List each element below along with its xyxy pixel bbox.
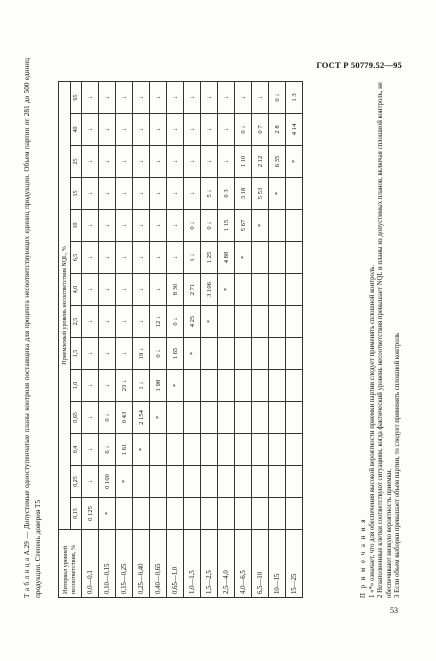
plan-cell: ↓ <box>82 466 99 498</box>
plan-cell: ↓ <box>99 210 116 242</box>
interval-label: 0,40—0,65 <box>150 530 167 598</box>
plan-cell <box>235 434 252 466</box>
plan-cell <box>252 274 269 306</box>
plan-cell <box>269 274 286 306</box>
nql-column-header: 0,65 <box>71 402 82 434</box>
interval-label: 1,5—2,5 <box>201 530 218 598</box>
plan-cell <box>235 370 252 402</box>
notes-title: П р и м е ч а н и я <box>360 518 367 598</box>
plan-cell: ↓ <box>116 242 133 274</box>
plan-cell: ↓ <box>167 146 184 178</box>
plan-cell: ↓ <box>116 146 133 178</box>
interval-label: 10—15 <box>269 530 286 598</box>
page-number: 53 <box>390 606 398 615</box>
plan-cell: ↓ <box>218 114 235 146</box>
nql-column-header: 2,5 <box>71 306 82 338</box>
plan-cell <box>286 306 303 338</box>
plan-cell: ↓ <box>150 274 167 306</box>
interval-label: 15—25 <box>286 530 303 598</box>
table-caption: Т а б л и ц а А.29 — Допустимые одноступенчатые планы контроля поставщика для процента несоответствующих единиц продукции. Объем партии от 281 до 500 единиц продукции. Степень доверия Т5 <box>23 58 42 598</box>
plan-cell <box>252 370 269 402</box>
plan-cell: ↓ <box>99 114 116 146</box>
nql-column-header: 0,15 <box>71 498 82 530</box>
plan-cell: ↓ <box>201 82 218 114</box>
plan-cell: ↓ <box>82 370 99 402</box>
plan-cell: ↓ <box>82 338 99 370</box>
plan-cell: ↓ <box>116 210 133 242</box>
plan-cell <box>235 498 252 530</box>
plan-cell <box>150 466 167 498</box>
plan-cell: ↓ <box>167 210 184 242</box>
plan-cell <box>201 402 218 434</box>
plan-cell: ↓ <box>133 178 150 210</box>
plan-cell <box>252 338 269 370</box>
plan-cell: 0 7 <box>252 114 269 146</box>
plan-cell: 0 ↓ <box>184 210 201 242</box>
plan-cell <box>116 498 133 530</box>
plan-cell: 0 100 <box>99 466 116 498</box>
plan-cell <box>286 274 303 306</box>
plan-cell: 1 65 <box>167 338 184 370</box>
plan-cell: 1 ↓ <box>184 242 201 274</box>
nql-column-header: 0,25 <box>71 466 82 498</box>
plan-cell <box>286 210 303 242</box>
plan-cell: ↓ <box>82 114 99 146</box>
interval-label: 1,0—1,5 <box>184 530 201 598</box>
plan-cell: ↓ <box>99 178 116 210</box>
plan-cell: 5 67 <box>235 210 252 242</box>
plan-cell <box>218 466 235 498</box>
plan-cell: 23 ↓ <box>116 370 133 402</box>
plan-cell: 1 25 <box>201 242 218 274</box>
plan-cell: ↓ <box>235 82 252 114</box>
interval-label: 6,5—10 <box>252 530 269 598</box>
plan-cell: 3 18 <box>235 178 252 210</box>
notes-block <box>360 58 403 598</box>
plan-cell: 2 12 <box>252 146 269 178</box>
plan-cell: ↓ <box>150 146 167 178</box>
plan-cell: ↓ <box>201 114 218 146</box>
plan-cell: * <box>99 498 116 530</box>
plan-cell: 0 3 <box>218 178 235 210</box>
interval-label: 4,0—6,5 <box>235 530 252 598</box>
plan-cell: ↓ <box>133 82 150 114</box>
plan-cell: ↓ <box>116 274 133 306</box>
table-row <box>218 82 235 598</box>
plan-cell: ↓ <box>167 114 184 146</box>
plan-cell: 1 3 <box>286 82 303 114</box>
sampling-plans-table <box>58 81 303 598</box>
plan-cell <box>133 498 150 530</box>
plan-cell: ↓ <box>133 274 150 306</box>
plan-cell <box>201 498 218 530</box>
table-row <box>269 82 286 598</box>
nql-column-header: 25 <box>71 146 82 178</box>
plan-cell: 4 25 <box>184 306 201 338</box>
note-1: 1 «*» означает, что для обеспечения высокой вероятности приемки партии следует применять сплошной контроль. <box>368 264 376 598</box>
plan-cell <box>201 466 218 498</box>
plan-cell: ↓ <box>167 178 184 210</box>
plan-cell: ↓ <box>82 402 99 434</box>
plan-cell <box>286 498 303 530</box>
plan-cell: ↓ <box>82 210 99 242</box>
plan-cell <box>150 498 167 530</box>
standard-header: ГОСТ Р 50779.52—95 <box>316 60 402 70</box>
table-row <box>167 82 184 598</box>
plan-cell <box>252 466 269 498</box>
plan-cell: ↓ <box>150 114 167 146</box>
nql-column-header: 40 <box>71 114 82 146</box>
plan-cell: 5 53 <box>252 178 269 210</box>
plan-cell <box>167 434 184 466</box>
plan-cell: ↓ <box>150 82 167 114</box>
plan-cell <box>218 306 235 338</box>
plan-cell: 1 61 <box>116 434 133 466</box>
plan-cell <box>286 434 303 466</box>
plan-cell <box>235 306 252 338</box>
plan-cell: ↓ <box>133 210 150 242</box>
plan-cell <box>235 274 252 306</box>
plan-cell: ↓ <box>116 178 133 210</box>
plan-cell: ↓ <box>150 210 167 242</box>
plan-cell: ↓ <box>252 82 269 114</box>
interval-label: 0,25—0,40 <box>133 530 150 598</box>
plan-cell <box>286 466 303 498</box>
plan-cell <box>252 242 269 274</box>
plan-cell: 12 ↓ <box>150 306 167 338</box>
plan-cell: ↓ <box>133 242 150 274</box>
table-row <box>116 82 133 598</box>
plan-cell: ↓ <box>184 82 201 114</box>
plan-cell: 6 35 <box>269 146 286 178</box>
plan-cell: ↓ <box>150 242 167 274</box>
plan-cell: ↓ <box>133 146 150 178</box>
plan-cell <box>184 466 201 498</box>
plan-cell <box>252 434 269 466</box>
plan-cell: * <box>269 178 286 210</box>
interval-label: 0,65—1,0 <box>167 530 184 598</box>
plan-cell: ↓ <box>218 82 235 114</box>
plan-cell: ↓ <box>133 114 150 146</box>
plan-cell: * <box>150 402 167 434</box>
row-header: Интервал уровней несоответствия, % <box>59 530 82 598</box>
plan-cell: 0 125 <box>82 498 99 530</box>
plan-cell: ↓ <box>116 306 133 338</box>
plan-cell: * <box>286 146 303 178</box>
plan-cell: ↓ <box>218 146 235 178</box>
plan-cell <box>201 434 218 466</box>
plan-cell: ↓ <box>184 114 201 146</box>
plan-cell <box>269 306 286 338</box>
plan-cell <box>184 370 201 402</box>
plan-cell: ↓ <box>99 338 116 370</box>
plan-cell: 0 ↓ <box>150 338 167 370</box>
plan-cell: ↓ <box>116 82 133 114</box>
plan-cell: ↓ <box>99 306 116 338</box>
plan-cell <box>252 498 269 530</box>
plan-cell: ↓ <box>201 146 218 178</box>
plan-cell: * <box>252 210 269 242</box>
plan-cell: ↓ <box>99 370 116 402</box>
plan-cell: ↓ <box>116 114 133 146</box>
plan-cell: 6 ↓ <box>99 434 116 466</box>
plan-cell: * <box>133 434 150 466</box>
plan-cell: * <box>201 306 218 338</box>
nql-column-header: 1,5 <box>71 338 82 370</box>
plan-cell: ↓ <box>82 82 99 114</box>
plan-cell <box>235 402 252 434</box>
plan-cell: ↓ <box>82 242 99 274</box>
plan-cell <box>201 370 218 402</box>
table-row <box>252 82 269 598</box>
table-row <box>286 82 303 598</box>
plan-cell <box>167 498 184 530</box>
plan-cell <box>252 306 269 338</box>
plan-cell <box>150 434 167 466</box>
plan-cell <box>184 434 201 466</box>
table-row <box>133 82 150 598</box>
plan-cell: ↓ <box>184 178 201 210</box>
interval-label: 0,15—0,25 <box>116 530 133 598</box>
nql-column-header: 0,4 <box>71 434 82 466</box>
plan-cell <box>269 338 286 370</box>
plan-cell <box>269 434 286 466</box>
plan-cell <box>184 402 201 434</box>
plan-cell: ↓ <box>82 434 99 466</box>
plan-cell <box>269 210 286 242</box>
plan-cell: 4 14 <box>286 114 303 146</box>
plan-cell: 0 ↓ <box>201 210 218 242</box>
interval-label: 2,5—4,0 <box>218 530 235 598</box>
plan-cell: 1 ↓ <box>133 370 150 402</box>
plan-cell <box>218 498 235 530</box>
plan-cell: 2 154 <box>133 402 150 434</box>
plan-cell: 5 ↓ <box>201 178 218 210</box>
plan-cell: * <box>184 338 201 370</box>
nql-column-header: 4,0 <box>71 274 82 306</box>
plan-cell <box>286 178 303 210</box>
plan-cell <box>269 370 286 402</box>
plan-cell <box>269 402 286 434</box>
nql-column-header: 10 <box>71 210 82 242</box>
plan-cell <box>286 370 303 402</box>
plan-cell <box>252 402 269 434</box>
nql-column-header: 1,0 <box>71 370 82 402</box>
plan-cell <box>218 338 235 370</box>
plan-cell: ↓ <box>99 146 116 178</box>
rotated-content <box>22 46 402 606</box>
plan-cell <box>167 466 184 498</box>
nql-group-header: Приемлемый уровень несоответствия NQL, % <box>59 82 71 530</box>
plan-cell <box>269 498 286 530</box>
plan-cell <box>218 434 235 466</box>
table-row <box>82 82 99 598</box>
plan-cell <box>269 466 286 498</box>
plan-cell: 2 71 <box>184 274 201 306</box>
plan-cell: 1 10 <box>235 146 252 178</box>
plan-cell <box>286 338 303 370</box>
table-row <box>184 82 201 598</box>
plan-cell: 0 ↓ <box>99 402 116 434</box>
plan-cell: 0 43 <box>116 402 133 434</box>
plan-cell: ↓ <box>133 306 150 338</box>
plan-cell <box>184 498 201 530</box>
plan-cell: * <box>167 370 184 402</box>
plan-cell: ↓ <box>116 338 133 370</box>
plan-cell <box>235 338 252 370</box>
plan-cell: ↓ <box>99 274 116 306</box>
plan-cell <box>269 242 286 274</box>
plan-cell <box>218 370 235 402</box>
plan-cell: 0 ↓ <box>167 306 184 338</box>
plan-cell: 0 ↓ <box>235 114 252 146</box>
plan-cell: ↓ <box>82 306 99 338</box>
nql-column-header: 6,5 <box>71 242 82 274</box>
plan-cell <box>167 402 184 434</box>
plan-cell: ↓ <box>82 178 99 210</box>
note-2: 2 Незаполненные клетки соответствуют ситуациям, когда фактический уровень несоответствия превышает NQL и планы из допустимых планов, включая сплошной контроль, не обеспечивают низкую вероятность приемки. <box>377 82 393 598</box>
plan-cell: 0 ↓ <box>269 82 286 114</box>
plan-cell: 1 98 <box>150 370 167 402</box>
plan-cell <box>133 466 150 498</box>
nql-column-header: 65 <box>71 82 82 114</box>
plan-cell: ↓ <box>184 146 201 178</box>
plan-cell: 3 106 <box>201 274 218 306</box>
plan-cell: * <box>235 242 252 274</box>
plan-cell: ↓ <box>150 178 167 210</box>
table-row <box>99 82 116 598</box>
plan-cell: 2 8 <box>269 114 286 146</box>
plan-cell: ↓ <box>82 274 99 306</box>
table-row <box>201 82 218 598</box>
plan-cell <box>201 338 218 370</box>
plan-cell <box>286 402 303 434</box>
plan-cell: 8 30 <box>167 274 184 306</box>
plan-cell: ↓ <box>82 146 99 178</box>
interval-label: 0,0—0,1 <box>82 530 99 598</box>
interval-label: 0,10—0,15 <box>99 530 116 598</box>
plan-cell: ↓ <box>99 82 116 114</box>
plan-cell: ↓ <box>99 242 116 274</box>
nql-column-header: 15 <box>71 178 82 210</box>
plan-cell <box>235 466 252 498</box>
plan-cell <box>218 402 235 434</box>
plan-cell: 4 88 <box>218 242 235 274</box>
plan-cell: ↓ <box>167 82 184 114</box>
note-3: 3 Если объем выборки превышает объем партии, то следует применять сплошной контроль <box>394 332 402 598</box>
plan-cell: * <box>218 274 235 306</box>
table-row <box>235 82 252 598</box>
plan-cell: * <box>116 466 133 498</box>
plan-cell: 1 15 <box>218 210 235 242</box>
plan-cell: 19 ↓ <box>133 338 150 370</box>
table-row <box>150 82 167 598</box>
plan-cell <box>286 242 303 274</box>
plan-cell: ↓ <box>167 242 184 274</box>
